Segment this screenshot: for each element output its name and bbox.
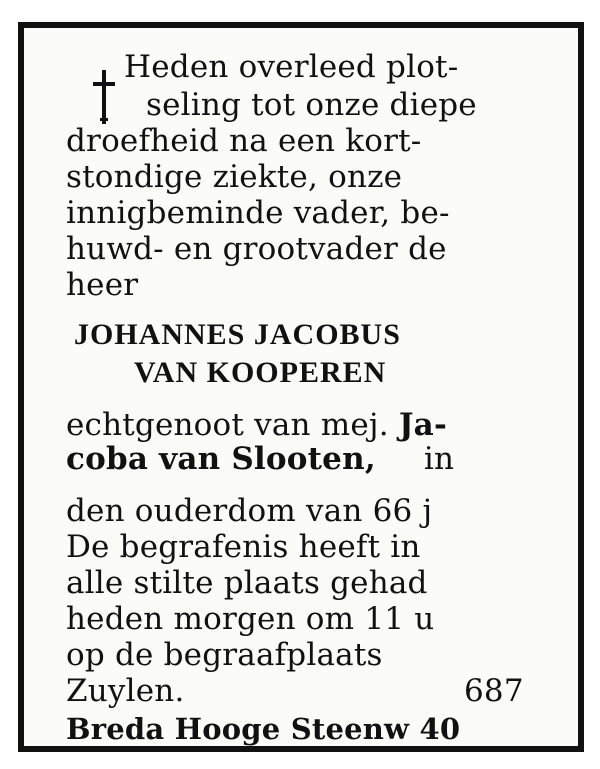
spouse-line-2 [66, 442, 454, 476]
notice-line-7: heer [66, 267, 139, 303]
notice-line-5: innigbeminde vader, be- [66, 195, 450, 231]
address-line: Breda Hooge Steenw 40 [66, 712, 461, 746]
spouse-suffix: in [423, 441, 455, 477]
detail-line-4: heden morgen om 11 u [66, 601, 435, 637]
place-line [66, 674, 185, 708]
spouse-name-part-1: Ja- [398, 407, 448, 443]
notice-line-1: Heden overleed plot- [124, 49, 459, 85]
reference-number: 687 [464, 673, 524, 709]
burial-place: Zuylen. [66, 673, 185, 709]
cross-icon [90, 70, 118, 124]
notice-line-3: droefheid na een kort- [66, 123, 422, 159]
detail-line-3: alle stilte plaats gehad [66, 565, 428, 601]
notice-line-2: seling tot onze diepe [146, 87, 477, 123]
detail-line-5: op de begraafplaats [66, 637, 383, 673]
spouse-name-part-2: coba van Slooten, [66, 441, 376, 477]
spouse-prefix: echtgenoot van mej. [66, 407, 389, 443]
notice-line-6: huwd- en grootvader de [66, 231, 447, 267]
obituary-clipping [18, 22, 584, 752]
detail-line-1: den ouderdom van 66 j [66, 493, 433, 529]
detail-line-2: De begrafenis heeft in [66, 529, 421, 565]
spouse-line-1 [66, 408, 447, 442]
deceased-name-line-2: VAN KOOPEREN [134, 356, 387, 389]
notice-line-4: stondige ziekte, onze [66, 159, 403, 195]
deceased-name-line-1: JOHANNES JACOBUS [74, 318, 401, 351]
